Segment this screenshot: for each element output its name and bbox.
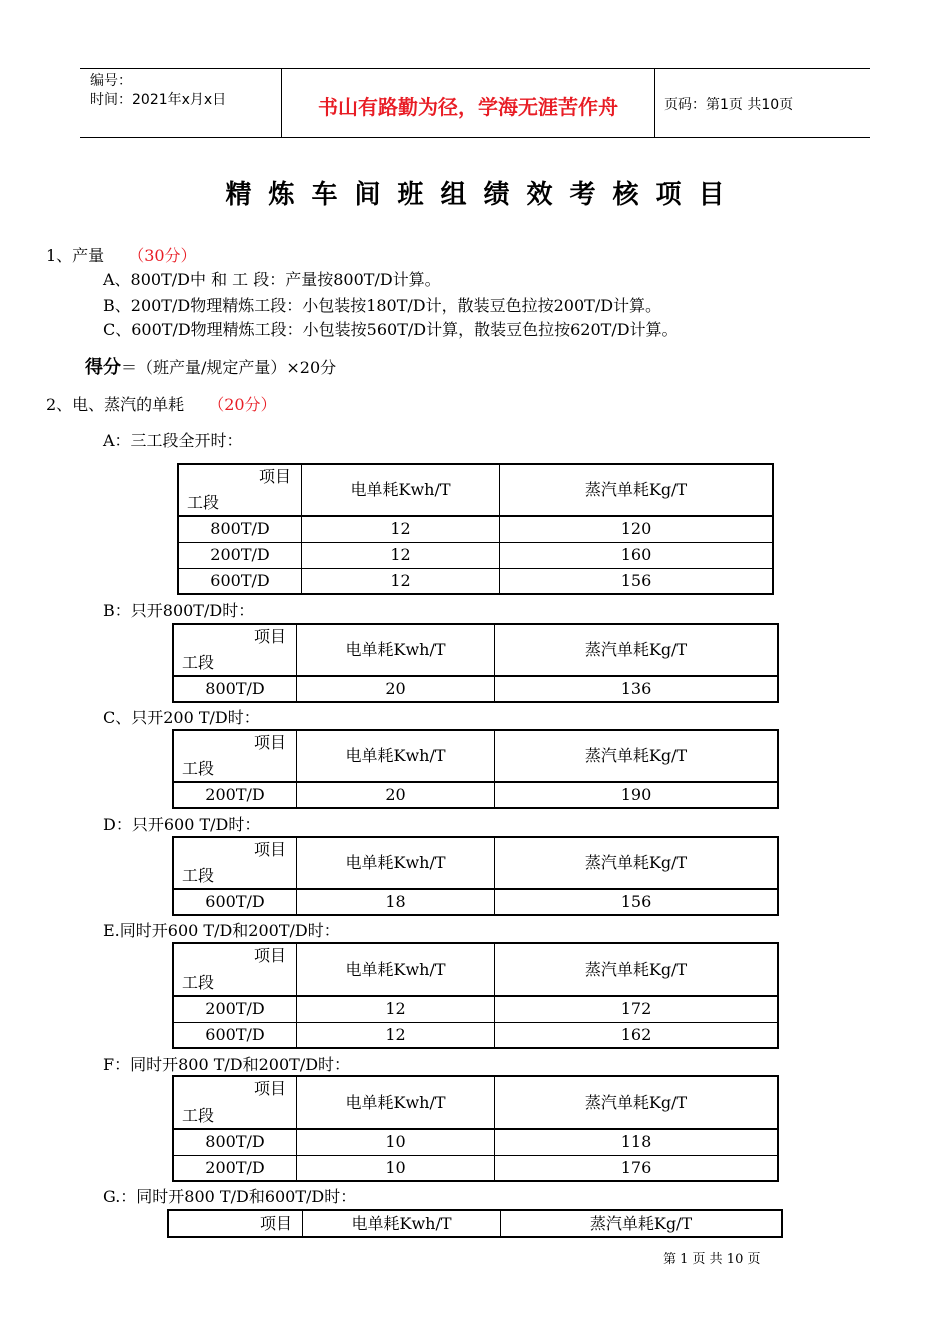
header-cell-steam: 蒸汽单耗Kg/T: [495, 730, 779, 782]
section1-item-b: B、200T/D物理精炼工段：小包装按180T/D计，散装豆色拉按200T/D计算。: [103, 296, 662, 315]
table-header-row: [173, 943, 778, 996]
cell-steam: 176: [495, 1155, 779, 1181]
cell-elec: 20: [297, 782, 495, 808]
consumption-table: [172, 1075, 779, 1182]
header-item-label: 项目: [253, 627, 286, 646]
header-cell-item: [173, 730, 297, 782]
header-motto: 书山有路勤为径，学海无涯苦作舟: [318, 95, 618, 119]
document-header: [80, 68, 870, 138]
section1-item-c: C、600T/D物理精炼工段：小包装按560T/D计算，散装豆色拉按620T/D计算。: [103, 320, 678, 339]
header-page-label: 页码：第1页 共10页: [664, 97, 794, 113]
cell-elec: 18: [297, 889, 495, 915]
cell-elec: 12: [302, 568, 500, 594]
table-row: [173, 996, 778, 1022]
section1-points: （30分）: [128, 246, 197, 265]
consumption-table: [172, 836, 779, 916]
cell-elec: 20: [297, 676, 495, 702]
table-row: [173, 676, 778, 702]
section1-item-a: A、800T/D中 和 工 段：产量按800T/D计算。: [103, 270, 441, 289]
header-meta: [90, 72, 226, 110]
table-label: D：只开600 T/D时：: [103, 815, 261, 834]
consumption-table: [172, 729, 779, 809]
cell-section: 200T/D: [173, 782, 297, 808]
header-cell-steam: 蒸汽单耗Kg/T: [495, 624, 779, 676]
table-label: A：三工段全开时：: [103, 431, 243, 450]
table-header-row: [173, 624, 778, 676]
header-cell-steam: 蒸汽单耗Kg/T: [495, 837, 779, 889]
cell-section: 200T/D: [173, 996, 297, 1022]
page-title: 精炼车间班组绩效考核项目: [225, 180, 742, 210]
table-label: B：只开800T/D时：: [103, 601, 255, 620]
consumption-table: [172, 623, 779, 703]
header-section-label: 工段: [182, 866, 215, 885]
header-cell-elec: 电单耗Kwh/T: [297, 730, 495, 782]
section1-heading: [46, 246, 197, 266]
cell-elec: 12: [302, 542, 500, 568]
cell-steam: 118: [495, 1129, 779, 1155]
cell-section: 600T/D: [173, 889, 297, 915]
header-cell-item: 项目: [168, 1210, 303, 1237]
cell-section: 800T/D: [178, 516, 302, 542]
section2-heading-text: 2、电、蒸汽的单耗: [46, 395, 185, 414]
header-item-label: 项目: [253, 946, 286, 965]
header-cell-steam: 蒸汽单耗Kg/T: [495, 1076, 779, 1129]
header-item-label: 项目: [258, 467, 291, 486]
cell-section: 800T/D: [173, 1129, 297, 1155]
header-section-label: 工段: [182, 973, 215, 992]
score-line: [85, 358, 336, 378]
header-section-label: 工段: [182, 1106, 215, 1125]
table-header-row: [168, 1210, 782, 1237]
table-row: [178, 542, 773, 568]
header-section-label: 工段: [182, 759, 215, 778]
consumption-table: [167, 1209, 783, 1238]
table-row: [173, 782, 778, 808]
table-label: F：同时开800 T/D和200T/D时：: [103, 1055, 351, 1074]
header-item-label: 项目: [253, 840, 286, 859]
cell-elec: 10: [297, 1129, 495, 1155]
date-label: 时间：2021年x月x日: [90, 92, 227, 108]
header-cell-elec: 电单耗Kwh/T: [302, 464, 500, 516]
table-row: [178, 516, 773, 542]
cell-elec: 12: [302, 516, 500, 542]
header-cell-elec: 电单耗Kwh/T: [297, 1076, 495, 1129]
table-header-row: [173, 1076, 778, 1129]
table-row: [173, 889, 778, 915]
cell-steam: 160: [500, 542, 774, 568]
cell-section: 200T/D: [178, 542, 302, 568]
header-cell-steam: 蒸汽单耗Kg/T: [495, 943, 779, 996]
cell-section: 200T/D: [173, 1155, 297, 1181]
cell-steam: 156: [500, 568, 774, 594]
header-item-label: 项目: [253, 1079, 286, 1098]
cell-steam: 120: [500, 516, 774, 542]
header-section-label: 工段: [187, 493, 220, 512]
header-cell-elec: 电单耗Kwh/T: [303, 1210, 501, 1237]
cell-section: 600T/D: [178, 568, 302, 594]
cell-steam: 162: [495, 1022, 779, 1048]
header-cell-item: [173, 1076, 297, 1129]
header-item-label: 项目: [253, 733, 286, 752]
cell-elec: 12: [297, 996, 495, 1022]
table-header-row: [173, 837, 778, 889]
header-cell-elec: 电单耗Kwh/T: [297, 624, 495, 676]
cell-elec: 12: [297, 1022, 495, 1048]
table-row: [173, 1022, 778, 1048]
table-label: C、只开200 T/D时：: [103, 708, 260, 727]
table-row: [178, 568, 773, 594]
consumption-table: [177, 463, 774, 595]
header-cell-item: [178, 464, 302, 516]
header-section-label: 工段: [182, 653, 215, 672]
header-cell-item: [173, 943, 297, 996]
cell-elec: 10: [297, 1155, 495, 1181]
header-divider: [654, 69, 655, 137]
header-cell-item: [173, 624, 297, 676]
section2-heading: [46, 395, 277, 415]
cell-steam: 172: [495, 996, 779, 1022]
header-cell-elec: 电单耗Kwh/T: [297, 837, 495, 889]
score-label: 得分: [85, 357, 121, 378]
table-header-row: [178, 464, 773, 516]
table-label: E.同时开600 T/D和200T/D时：: [103, 921, 340, 940]
section2-points: （20分）: [208, 395, 277, 414]
score-formula: ＝（班产量/规定产量）×20分: [121, 358, 337, 377]
header-cell-elec: 电单耗Kwh/T: [297, 943, 495, 996]
table-row: [173, 1129, 778, 1155]
cell-section: 600T/D: [173, 1022, 297, 1048]
table-label: G.：同时开800 T/D和600T/D时：: [103, 1187, 357, 1206]
header-cell-steam: 蒸汽单耗Kg/T: [501, 1210, 783, 1237]
table-header-row: [173, 730, 778, 782]
header-cell-steam: 蒸汽单耗Kg/T: [500, 464, 774, 516]
consumption-table: [172, 942, 779, 1049]
cell-section: 800T/D: [173, 676, 297, 702]
cell-steam: 136: [495, 676, 779, 702]
table-row: [173, 1155, 778, 1181]
header-cell-item: [173, 837, 297, 889]
section1-heading-text: 1、产量: [46, 246, 105, 265]
cell-steam: 156: [495, 889, 779, 915]
cell-steam: 190: [495, 782, 779, 808]
page-footer: 第 1 页 共 10 页: [663, 1252, 761, 1267]
number-label: 编号：: [90, 73, 132, 89]
